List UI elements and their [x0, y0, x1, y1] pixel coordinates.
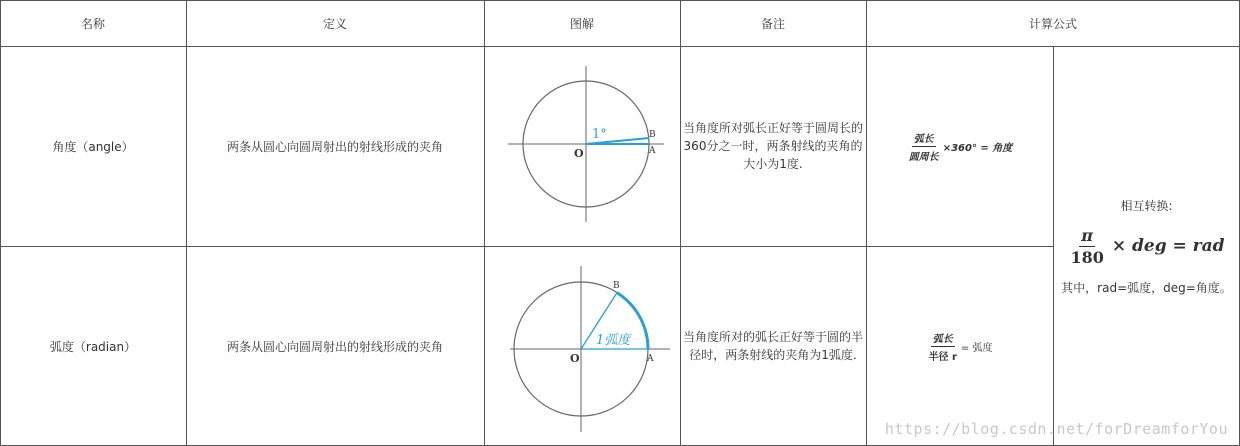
- conversion-rhs: × deg = rad: [1111, 236, 1225, 256]
- watermark: https://blog.csdn.net/forDreamforYou: [884, 420, 1228, 438]
- row-angle-formula: [866, 46, 1053, 246]
- row-angle-diagram: [484, 46, 680, 246]
- conversion-formula: [1068, 226, 1224, 267]
- degree-denominator: 圆周长: [908, 151, 939, 163]
- point-a-label: A: [649, 146, 656, 156]
- radian-denominator: 半径 r: [928, 351, 957, 363]
- point-b-label: B: [649, 130, 656, 140]
- radian-angle-label: 1弧度: [596, 333, 631, 348]
- header-formula: 计算公式: [1028, 16, 1077, 31]
- conversion-denominator: 180: [1070, 247, 1104, 267]
- point-a-label: A: [647, 354, 654, 364]
- conversion-fraction: [1068, 226, 1105, 267]
- row-angle-remark: 当角度所对弧长正好等于圆周长的360分之一时，两条射线的夹角的大小为1度.: [683, 121, 864, 171]
- row-radian-name: 弧度（radian）: [49, 339, 137, 354]
- row-angle-definition: 两条从圆心向圆周射出的射线形成的夹角: [226, 139, 443, 154]
- radian-fraction: [927, 330, 959, 363]
- conversion-block: [1061, 197, 1232, 296]
- row-radian-definition: 两条从圆心向圆周射出的射线形成的夹角: [226, 339, 443, 354]
- conversion-title: 相互转换:: [1120, 198, 1173, 213]
- radian-formula-tail: = 弧度: [960, 342, 993, 354]
- degree-formula-tail: ×360° = 角度: [942, 142, 1013, 154]
- degree-formula: [907, 130, 1013, 163]
- row-radian-formula: [866, 246, 1053, 446]
- degree-numerator: 弧长: [912, 130, 936, 147]
- radian-numerator: 弧长: [931, 330, 955, 347]
- conversion-cell: [1053, 46, 1240, 446]
- conversion-numerator: π: [1081, 225, 1093, 245]
- angle-diagram: [484, 46, 680, 246]
- row-angle-name: 角度（angle）: [52, 139, 134, 154]
- radian-diagram: [484, 246, 680, 446]
- header-name: 名称: [80, 16, 105, 31]
- conversion-note: 其中，rad=弧度，deg=角度。: [1061, 280, 1232, 295]
- center-label: O: [570, 352, 580, 365]
- header-diagram: 图解: [569, 16, 594, 31]
- row-radian-diagram: [484, 246, 680, 446]
- center-label: O: [574, 147, 584, 160]
- angle-label: 1°: [592, 127, 607, 142]
- radian-formula: [927, 330, 993, 363]
- degree-fraction: [907, 130, 941, 163]
- row-radian-remark: 当角度所对的弧长正好等于圆的半径时，两条射线的夹角为1弧度.: [683, 330, 864, 362]
- header-remark: 备注: [760, 16, 785, 31]
- point-b-label: B: [613, 281, 620, 291]
- header-definition: 定义: [322, 16, 347, 31]
